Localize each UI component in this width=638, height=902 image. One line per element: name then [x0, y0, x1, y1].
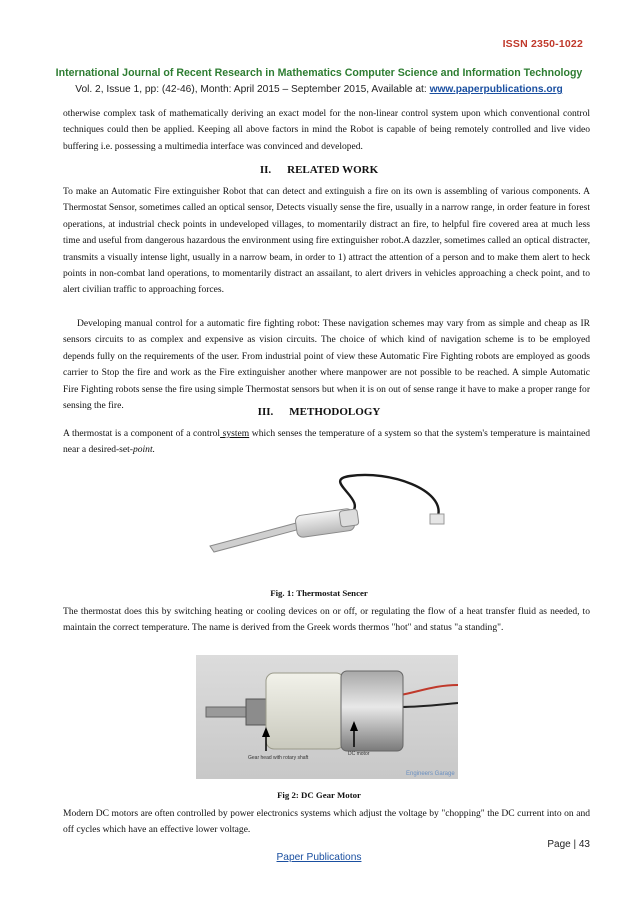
section-heading-methodology	[0, 406, 638, 418]
related-work-paragraph-2: Developing manual control for a automatic fire fighting robot: These navigation schemes may vary from as simple and cheap as IR sensors circuits to as complex and expensive as vision circuits. The choice of which kind of navigation scheme is to be employed depends fully on the requirements of the user. From industrial point of view these Automatic Fire Fighting robots are employed as goods carrier to Stop the fire and work as the Fire extinguisher another where manpower are not possible to be reached. A simple Automatic Fire Fighting robots sense the fire using simple Thermostat sensors but when it is on out of sense range it have to make a proper range for sensing the fire.	[63, 318, 590, 412]
section-number: III.	[257, 406, 274, 418]
section-heading-related-work	[0, 164, 638, 176]
section-number: II.	[259, 164, 272, 176]
methodology-paragraph-3: Modern DC motors are often controlled by power electronics systems which adjust the voltage by "chopping" the DC current into on and off cycles which have an effective lower voltage.	[63, 808, 590, 836]
issn-number: ISSN 2350-1022	[502, 38, 583, 50]
page-number: Page | 43	[547, 839, 590, 850]
thermostat-sensor-figure	[200, 470, 460, 560]
dc-gear-motor-figure	[196, 655, 458, 779]
dc-motor-label: DC motor	[348, 751, 370, 757]
figure-2-caption: Fig 2: DC Gear Motor	[277, 790, 361, 800]
methodology-paragraph-1: A thermostat is a component of a control system which senses the temperature of a system so that the system's temperature is maintained near a desired-set-point.	[63, 428, 590, 456]
related-work-paragraph-1: To make an Automatic Fire extinguisher Robot that can detect and extinguish a fire on its own is assembling of various components. A Thermostat Sensor, sometimes called an optical sensor, Detects visually sense the fire, usually in a narrow range, in order feature in forest operations, at industrial check points in undeveloped villages, to momentarily distract an fire, to helpful fire covered area at much less time and useful from dangerous hazardous the environment using fire extinguisher robot.A dazzler, sometimes called an optical distracter, transmits a visually intense light, usually in a narrow beam, in order to 1) attract the attention of a person and to make them alert to heck points in non-combat land operations, to momentarily distract an assailant, to alert drivers in vehicles approaching a check point, and to alert civilian traffic to approaching forces.	[63, 186, 590, 296]
journal-volume-info: Vol. 2, Issue 1, pp: (42-46), Month: April 2015 – September 2015, Available at:	[75, 84, 430, 95]
journal-info	[0, 84, 638, 95]
intro-paragraph: otherwise complex task of mathematically deriving an exact model for the non-linear control system upon which conventional control techniques could then be applied. Keeping all above factors in mind the Robot is capable of being remotely controlled and live video buffering i.e. possessing a multimedia interface was convinced and developed.	[63, 108, 590, 152]
section-title: METHODOLOGY	[289, 406, 381, 418]
methodology-paragraph-2: The thermostat does this by switching heating or cooling devices on or off, or regulating the flow of a heat transfer fluid as needed, to maintain the correct temperature. The name is derived from the Greek words thermos "hot" and status "a standing".	[63, 606, 590, 634]
footer-publisher-link[interactable]: Paper Publications	[276, 852, 362, 863]
gear-head-label: Gear head with rotary shaft	[248, 755, 309, 761]
journal-title: International Journal of Recent Research in Mathematics Computer Science and Information Technology	[55, 67, 583, 79]
journal-url-link[interactable]: www.paperpublications.org	[429, 84, 563, 95]
watermark-label: Engineers Garage	[406, 771, 455, 777]
section-title: RELATED WORK	[287, 164, 379, 176]
figure-1-caption: Fig. 1: Thermostat Sencer	[270, 588, 368, 598]
